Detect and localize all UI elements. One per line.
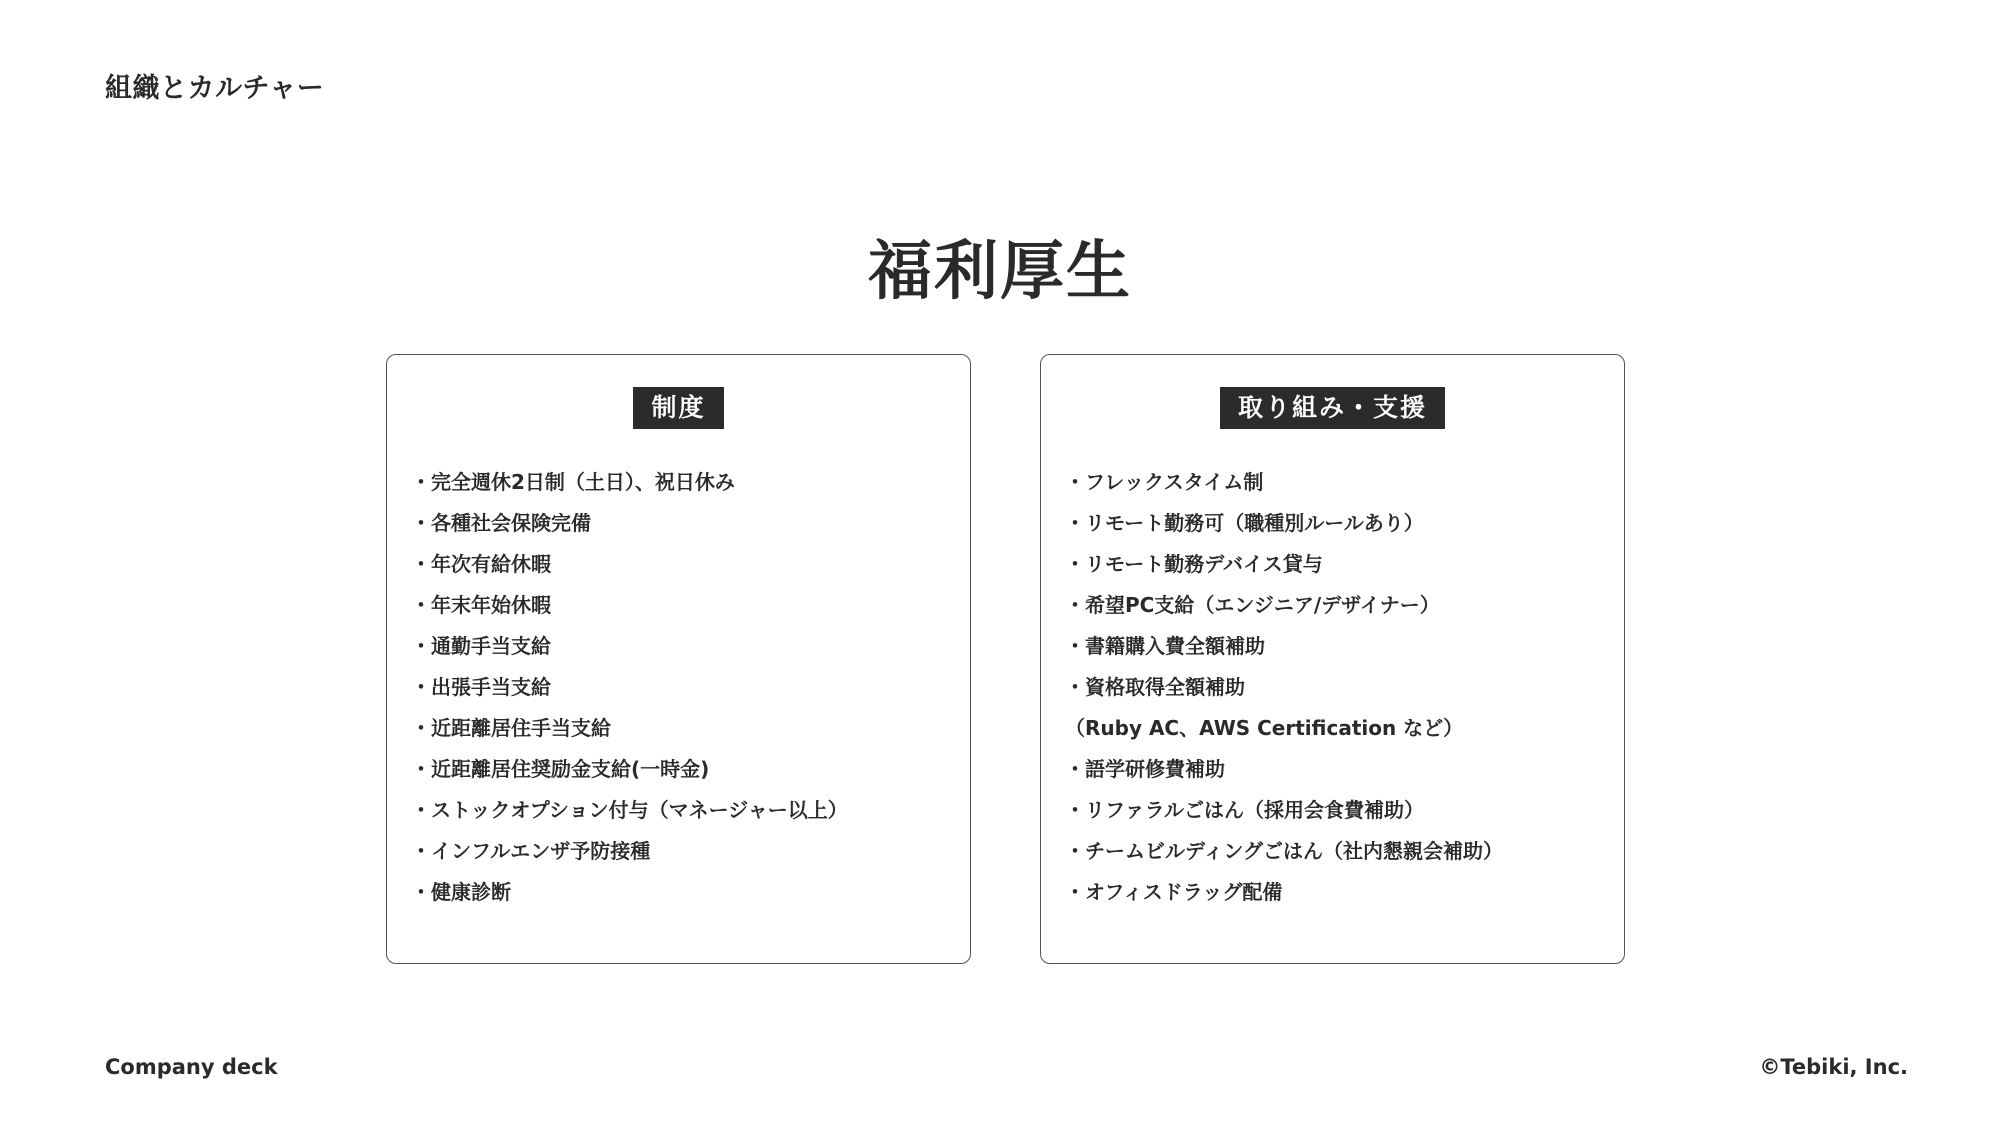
list-item: ・年次有給休暇 (411, 552, 551, 576)
support-tag: 取り組み・支援 (1220, 387, 1445, 429)
list-item: ・オフィスドラッグ配備 (1065, 880, 1283, 904)
list-item: ・年末年始休暇 (411, 593, 551, 617)
list-item: ・チームビルディングごはん（社内懇親会補助） (1065, 839, 1503, 863)
support-list (1041, 462, 1624, 913)
list-item: ・完全週休2日制（土日）、祝日休み (411, 470, 735, 494)
list-item: （Ruby AC、AWS Certification など） (1065, 716, 1464, 740)
list-item: ・語学研修費補助 (1065, 757, 1225, 781)
list-item: ・通勤手当支給 (411, 634, 551, 658)
list-item: ・近距離居住奨励金支給(一時金) (411, 757, 710, 781)
footer-copyright: ©Tebiki, Inc. (1759, 1055, 1908, 1079)
system-tag: 制度 (633, 387, 723, 429)
list-item: ・書籍購入費全額補助 (1065, 634, 1265, 658)
benefits-support-card (1040, 354, 1625, 964)
list-item: ・インフルエンザ予防接種 (411, 839, 651, 863)
list-item: ・フレックスタイム制 (1065, 470, 1264, 494)
section-label: 組織とカルチャー (105, 73, 325, 104)
list-item: ・ストックオプション付与（マネージャー以上） (411, 798, 848, 822)
list-item: ・リファラルごはん（採用会食費補助） (1065, 798, 1424, 822)
list-item: ・各種社会保険完備 (411, 511, 591, 535)
list-item: ・近距離居住手当支給 (411, 716, 611, 740)
footer-deck-label: Company deck (105, 1055, 278, 1079)
list-item: ・リモート勤務可（職種別ルールあり） (1065, 511, 1424, 535)
list-item: ・リモート勤務デバイス貸与 (1065, 552, 1323, 576)
page-title: 福利厚生 (868, 235, 1132, 309)
card-header (1041, 387, 1624, 429)
card-header (387, 387, 970, 429)
list-item: ・資格取得全額補助 (1065, 675, 1245, 699)
list-item: ・希望PC支給（エンジニア/デザイナー） (1065, 593, 1440, 617)
system-list (387, 462, 970, 913)
benefits-system-card (386, 354, 971, 964)
list-item: ・健康診断 (411, 880, 511, 904)
list-item: ・出張手当支給 (411, 675, 551, 699)
